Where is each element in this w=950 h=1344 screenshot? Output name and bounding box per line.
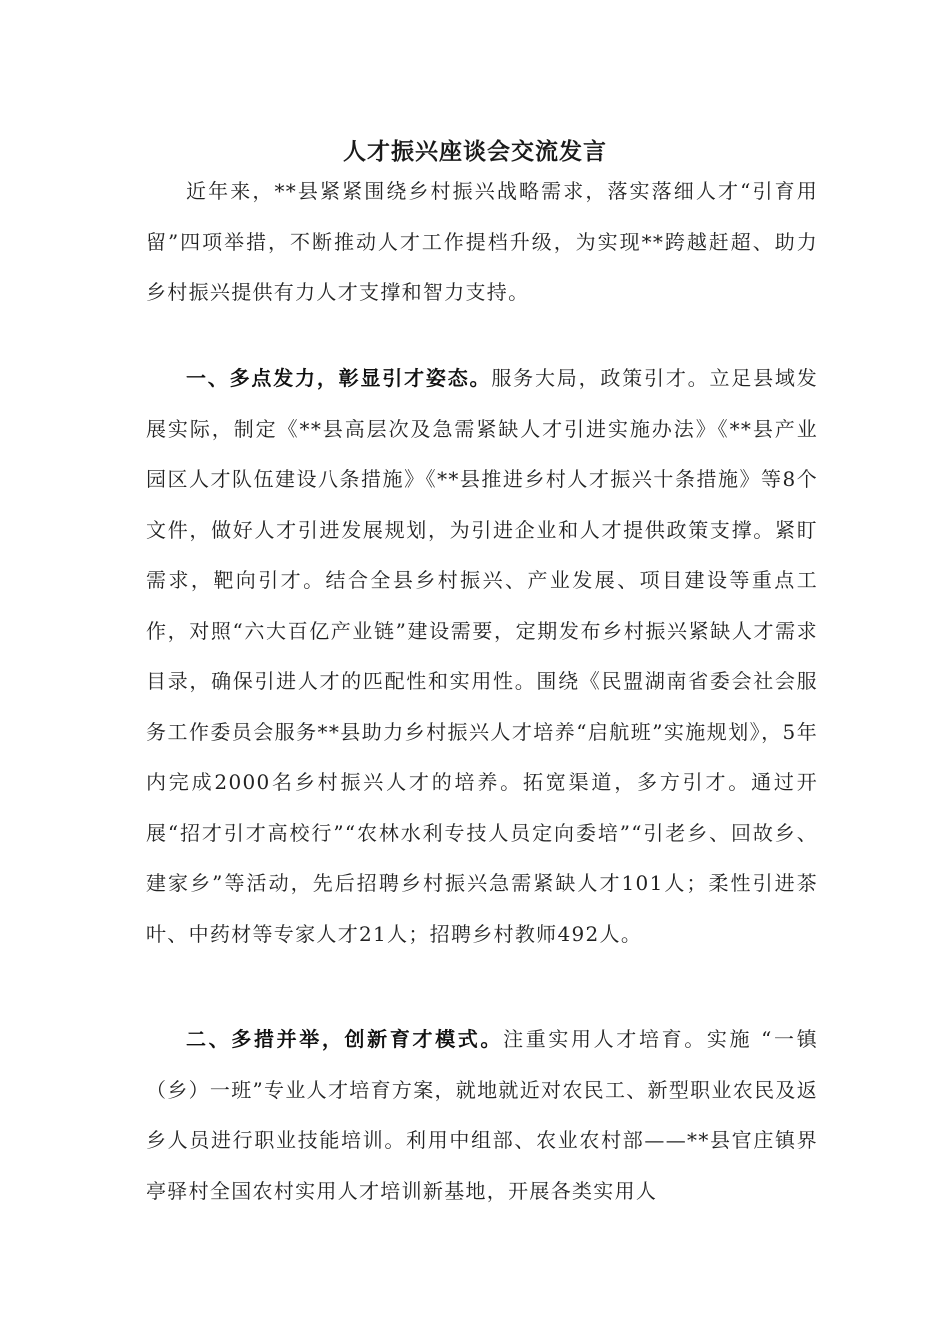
paragraph-text: 近年来，**县紧紧围绕乡村振兴战略需求，落实落细人才“引育用留”四项举措，不断推动人才工作提档升级，为实现**跨越赶超、助力乡村振兴提供有力人才支撑和智力支持。 <box>146 179 818 304</box>
paragraph-section-one <box>146 353 818 959</box>
paragraph-section-two <box>146 1014 818 1216</box>
section-heading: 一、多点发力，彰显引才姿态。 <box>186 366 492 390</box>
paragraph-intro <box>146 166 818 318</box>
section-heading: 二、多措并举，创新育才模式。 <box>186 1027 504 1051</box>
document-title: 人才振兴座谈会交流发言 <box>343 138 607 165</box>
paragraph-body <box>146 353 818 959</box>
paragraph-body <box>146 1014 818 1216</box>
paragraph-text: 服务大局，政策引才。立足县域发展实际，制定《**县高层次及急需紧缺人才引进实施办法》《**县产业园区人才队伍建设八条措施》《**县推进乡村人才振兴十条措施》等8个文件，做好人才引进发展规划，为引进企业和人才提供政策支撑。紧盯需求，靶向引才。结合全县乡村振兴、产业发展、项目建设等重点工作，对照“六大百亿产业链”建设需要，定期发布乡村振兴紧缺人才需求目录，确保引进人才的匹配性和实用性。围绕《民盟湖南省委会社会服务工作委员会服务**县助力乡村振兴人才培养“启航班”实施规划》，5年内完成2000名乡村振兴人才的培养。拓宽渠道，多方引才。通过开展“招才引才高校行”“农林水利专技人员定向委培”“引老乡、回故乡、建家乡”等活动，先后招聘乡村振兴急需紧缺人才101人；柔性引进茶叶、中药材等专家人才21人；招聘乡村教师492人。 <box>146 366 819 946</box>
paragraph-text: 注重实用人才培育。实施 “一镇（乡）一班”专业人才培育方案，就地就近对农民工、新型职业农民及返乡人员进行职业技能培训。利用中组部、农业农村部——**县官庄镇界亭驿村全国农村实用人才培训新基地，开展各类实用人 <box>146 1027 818 1203</box>
paragraph-body <box>146 166 818 318</box>
